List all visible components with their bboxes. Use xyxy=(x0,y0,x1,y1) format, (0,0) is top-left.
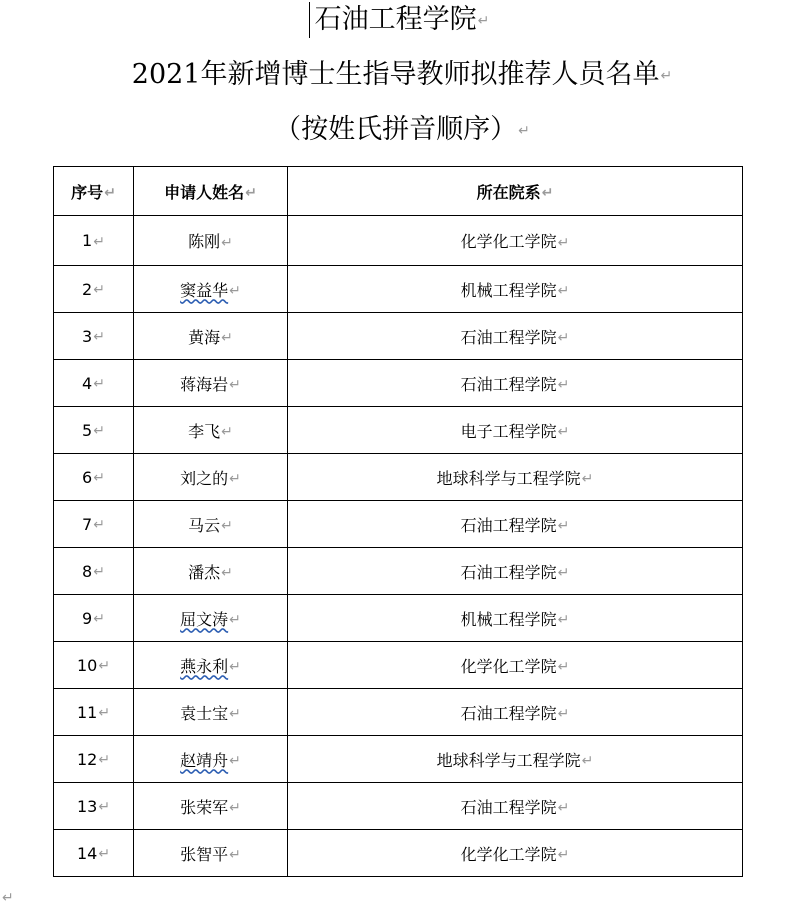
cell-seq xyxy=(54,783,134,830)
cell-seq-text: 14 xyxy=(76,843,98,863)
cell-name xyxy=(134,360,288,407)
cell-name-text: 燕永利 xyxy=(180,656,229,676)
cell-seq-text: 11 xyxy=(76,702,98,722)
nominee-table xyxy=(53,166,743,877)
table-row xyxy=(54,783,743,830)
cell-dept xyxy=(288,407,743,454)
paragraph-mark-icon: ↵ xyxy=(93,611,105,627)
paragraph-mark-icon: ↵ xyxy=(93,329,105,345)
table-row xyxy=(54,407,743,454)
cell-dept xyxy=(288,360,743,407)
paragraph-mark-icon: ↵ xyxy=(221,424,233,440)
cell-seq xyxy=(54,642,134,689)
paragraph-mark-icon: ↵ xyxy=(229,659,241,675)
cell-dept xyxy=(288,454,743,501)
cell-name-text: 刘之的 xyxy=(180,468,229,488)
paragraph-mark-icon: ↵ xyxy=(581,471,594,487)
paragraph-mark-icon: ↵ xyxy=(93,233,105,250)
cell-dept xyxy=(288,313,743,360)
cell-name-text: 李飞 xyxy=(188,421,221,441)
cell-seq xyxy=(54,689,134,736)
paragraph-mark-icon: ↵ xyxy=(2,890,14,906)
paragraph-mark-icon: ↵ xyxy=(541,185,554,201)
cell-dept xyxy=(288,501,743,548)
cell-seq xyxy=(54,501,134,548)
paragraph-mark-icon: ↵ xyxy=(93,517,105,533)
paragraph-mark-icon: ↵ xyxy=(93,282,105,298)
paragraph-mark-icon: ↵ xyxy=(98,705,111,721)
column-header-name: 申请人姓名↵ xyxy=(134,167,288,216)
paragraph-mark-icon: ↵ xyxy=(557,234,570,251)
column-header-seq: 序号↵ xyxy=(54,167,134,216)
cell-seq xyxy=(54,266,134,313)
paragraph-mark-icon: ↵ xyxy=(229,706,241,722)
paragraph-mark-icon: ↵ xyxy=(229,283,241,299)
cell-seq-text: 1 xyxy=(82,231,93,250)
cell-name xyxy=(134,642,288,689)
cell-name xyxy=(134,216,288,266)
cell-dept-text: 化学化工学院 xyxy=(460,844,557,864)
paragraph-mark-icon: ↵ xyxy=(93,470,105,486)
cell-name-text: 蒋海岩 xyxy=(180,374,229,394)
table-row xyxy=(54,501,743,548)
sort-note-text: （按姓氏拼音顺序） xyxy=(274,114,518,145)
cell-dept-text: 石油工程学院 xyxy=(460,562,557,582)
column-header-dept: 所在院系↵ xyxy=(288,167,743,216)
cell-name xyxy=(134,548,288,595)
paragraph-mark-icon: ↵ xyxy=(221,565,233,581)
cell-dept-text: 化学化工学院 xyxy=(460,232,557,251)
table-row xyxy=(54,360,743,407)
school-title xyxy=(0,2,804,39)
table-row xyxy=(54,830,743,877)
cell-name-text: 赵靖舟 xyxy=(180,750,229,770)
table-row xyxy=(54,642,743,689)
cell-name-text: 袁士宝 xyxy=(180,703,229,723)
cell-seq xyxy=(54,216,134,266)
paragraph-mark-icon: ↵ xyxy=(93,376,105,392)
cell-name-text: 陈刚 xyxy=(188,232,221,251)
cell-name-text: 黄海 xyxy=(188,327,221,347)
cell-seq xyxy=(54,454,134,501)
cell-name xyxy=(134,313,288,360)
cell-dept-text: 石油工程学院 xyxy=(460,797,557,817)
document-title-text: 2021年新增博士生指导教师拟推荐人员名单 xyxy=(131,59,660,90)
document-title xyxy=(0,57,804,94)
cell-dept-text: 石油工程学院 xyxy=(460,327,557,347)
cell-dept xyxy=(288,736,743,783)
paragraph-mark-icon: ↵ xyxy=(557,283,570,299)
cell-name xyxy=(134,501,288,548)
paragraph-mark-icon: ↵ xyxy=(557,659,570,675)
sort-note xyxy=(0,112,804,149)
table-row xyxy=(54,595,743,642)
cell-dept-text: 机械工程学院 xyxy=(460,609,557,629)
cell-seq xyxy=(54,548,134,595)
table-row xyxy=(54,266,743,313)
cell-name-text: 张荣军 xyxy=(180,797,229,817)
paragraph-mark-icon: ↵ xyxy=(229,377,241,393)
cell-name-text: 马云 xyxy=(188,515,221,535)
cell-dept xyxy=(288,216,743,266)
cell-seq-text: 12 xyxy=(76,749,98,769)
paragraph-mark-icon: ↵ xyxy=(221,234,233,251)
table-row xyxy=(54,454,743,501)
table-row xyxy=(54,548,743,595)
cell-name-text: 张智平 xyxy=(180,844,229,864)
paragraph-mark-icon: ↵ xyxy=(93,423,105,439)
cell-seq-text: 9 xyxy=(82,608,93,628)
table-row xyxy=(54,689,743,736)
paragraph-mark-icon: ↵ xyxy=(229,612,241,628)
cell-seq-text: 4 xyxy=(82,373,93,393)
cell-dept xyxy=(288,689,743,736)
paragraph-mark-icon: ↵ xyxy=(518,122,530,139)
cell-seq xyxy=(54,313,134,360)
table-row xyxy=(54,736,743,783)
cell-dept-text: 石油工程学院 xyxy=(460,374,557,394)
cell-dept xyxy=(288,595,743,642)
cell-name xyxy=(134,266,288,313)
cell-name-text: 屈文涛 xyxy=(180,609,229,629)
table-header-row xyxy=(54,167,743,216)
table-row xyxy=(54,216,743,266)
paragraph-mark-icon: ↵ xyxy=(229,471,241,487)
cell-name xyxy=(134,783,288,830)
cell-seq-text: 8 xyxy=(82,561,93,581)
cell-dept-text: 石油工程学院 xyxy=(460,703,557,723)
table-body xyxy=(54,216,743,877)
paragraph-mark-icon: ↵ xyxy=(557,424,570,440)
paragraph-mark-icon: ↵ xyxy=(221,330,233,346)
cell-dept-text: 石油工程学院 xyxy=(460,515,557,535)
paragraph-mark-icon: ↵ xyxy=(229,800,241,816)
cell-dept-text: 机械工程学院 xyxy=(460,280,557,300)
paragraph-mark-icon: ↵ xyxy=(557,612,570,628)
cell-dept xyxy=(288,266,743,313)
paragraph-mark-icon: ↵ xyxy=(557,330,570,346)
cell-seq xyxy=(54,830,134,877)
paragraph-mark-icon: ↵ xyxy=(557,518,570,534)
cell-name xyxy=(134,689,288,736)
paragraph-mark-icon: ↵ xyxy=(660,67,673,84)
cell-seq-text: 10 xyxy=(76,655,98,675)
cell-dept xyxy=(288,783,743,830)
cell-dept-text: 地球科学与工程学院 xyxy=(436,750,581,770)
paragraph-mark-icon: ↵ xyxy=(557,565,570,581)
paragraph-mark-icon: ↵ xyxy=(104,185,116,201)
cell-name xyxy=(134,454,288,501)
paragraph-mark-icon: ↵ xyxy=(557,800,570,816)
paragraph-mark-icon: ↵ xyxy=(98,658,111,674)
cell-seq xyxy=(54,360,134,407)
cell-seq xyxy=(54,736,134,783)
cell-dept xyxy=(288,830,743,877)
paragraph-mark-icon: ↵ xyxy=(245,185,257,201)
cell-seq xyxy=(54,407,134,454)
cell-seq-text: 6 xyxy=(82,467,93,487)
cell-seq-text: 13 xyxy=(76,796,98,816)
cell-seq xyxy=(54,595,134,642)
cell-seq-text: 7 xyxy=(82,514,93,534)
paragraph-mark-icon: ↵ xyxy=(477,12,490,29)
cell-seq-text: 2 xyxy=(82,279,93,299)
paragraph-mark-icon: ↵ xyxy=(229,847,241,863)
paragraph-mark-icon: ↵ xyxy=(221,518,233,534)
cell-dept xyxy=(288,548,743,595)
paragraph-mark-icon: ↵ xyxy=(229,753,241,769)
paragraph-mark-icon: ↵ xyxy=(98,846,111,862)
cell-name xyxy=(134,830,288,877)
cell-dept-text: 电子工程学院 xyxy=(460,421,557,441)
cell-name-text: 窦益华 xyxy=(180,280,229,300)
cell-name xyxy=(134,736,288,783)
cell-dept-text: 地球科学与工程学院 xyxy=(436,468,581,488)
school-title-text: 石油工程学院 xyxy=(314,4,477,35)
cell-seq-text: 3 xyxy=(82,326,93,346)
cell-name-text: 潘杰 xyxy=(188,562,221,582)
cell-seq-text: 5 xyxy=(82,420,93,440)
paragraph-mark-icon: ↵ xyxy=(557,377,570,393)
paragraph-mark-icon: ↵ xyxy=(98,799,111,815)
cell-dept xyxy=(288,642,743,689)
paragraph-mark-icon: ↵ xyxy=(581,753,594,769)
cell-name xyxy=(134,407,288,454)
cell-dept-text: 化学化工学院 xyxy=(460,656,557,676)
paragraph-mark-icon: ↵ xyxy=(557,847,570,863)
paragraph-mark-icon: ↵ xyxy=(98,752,111,768)
cell-name xyxy=(134,595,288,642)
paragraph-mark-icon: ↵ xyxy=(93,564,105,580)
paragraph-mark-icon: ↵ xyxy=(557,706,570,722)
table-row xyxy=(54,313,743,360)
